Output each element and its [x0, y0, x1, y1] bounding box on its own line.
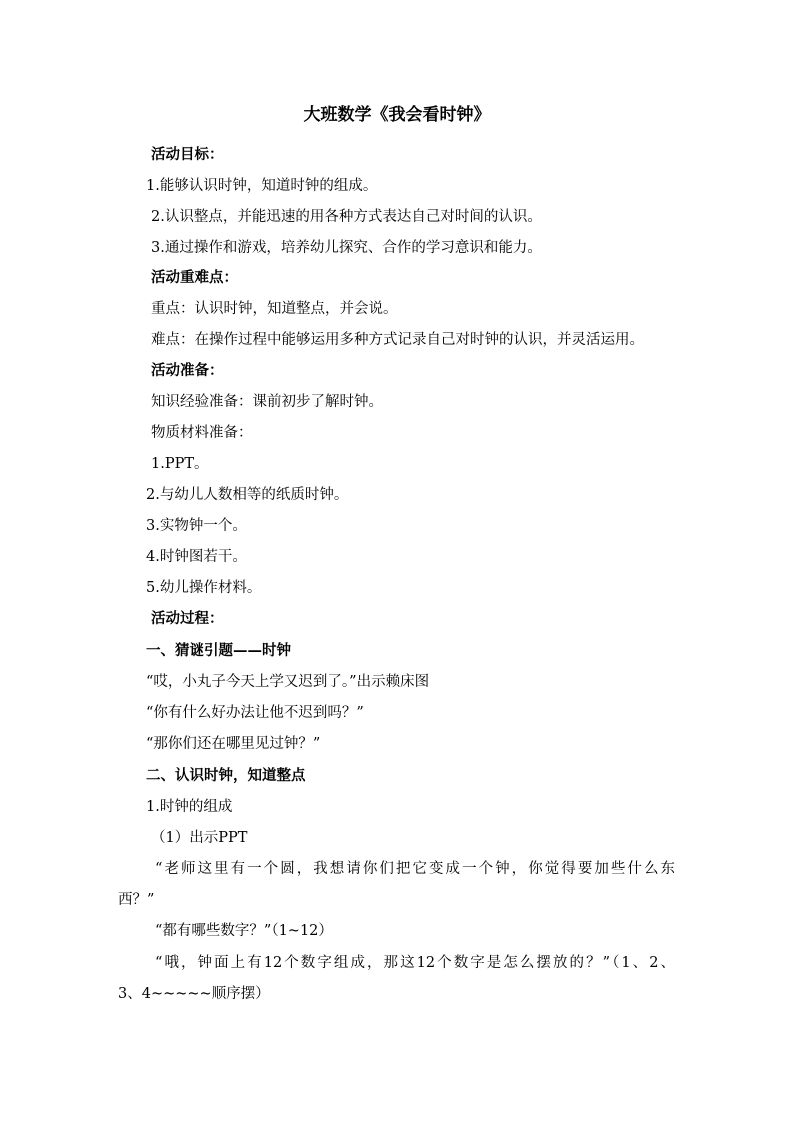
process-dialogue-3-line-1: “哦，钟面上有12个数字组成，那这12个数字是怎么摆放的？”（1、2、 — [155, 955, 675, 971]
section-heading-goals: 活动目标： — [151, 146, 224, 163]
preparation-materials-heading: 物质材料准备： — [151, 425, 253, 441]
process-step-1-line-2: “你有什么好办法让他不迟到吗？” — [146, 705, 364, 721]
section-heading-preparation: 活动准备： — [151, 362, 224, 379]
goal-item-1: 1.能够认识时钟，知道时钟的组成。 — [146, 178, 378, 194]
material-item-3: 3.实物钟一个。 — [146, 518, 247, 534]
process-dialogue-2: “都有哪些数字？”（1~12） — [155, 923, 333, 939]
goal-item-3: 3.通过操作和游戏，培养幼儿探究、合作的学习意识和能力。 — [151, 240, 542, 256]
material-item-4: 4.时钟图若干。 — [146, 549, 247, 565]
process-dialogue-1-line-2: 西？” — [118, 892, 155, 908]
section-heading-focus: 活动重难点： — [151, 269, 238, 286]
process-step-1-line-1: “哎，小丸子今天上学又迟到了。”出示赖床图 — [146, 674, 430, 690]
focus-key-point: 重点：认识时钟，知道整点，并会说。 — [151, 301, 398, 317]
process-step-2-sub-1: 1.时钟的组成 — [146, 799, 233, 815]
material-item-5: 5.幼儿操作材料。 — [146, 580, 262, 596]
process-step-2-heading: 二、认识时钟，知道整点 — [146, 767, 306, 784]
process-dialogue-3-line-2: 3、4~~~~~顺序摆） — [118, 986, 270, 1002]
focus-difficulty: 难点：在操作过程中能够运用多种方式记录自己对时钟的认识，并灵活运用。 — [151, 332, 644, 348]
process-step-1-heading: 一、猜谜引题——时钟 — [146, 642, 291, 659]
process-dialogue-1-line-1: “老师这里有一个圆，我想请你们把它变成一个钟，你觉得要加些什么东 — [155, 861, 675, 877]
document-title: 大班数学《我会看时钟》 — [303, 105, 491, 125]
process-step-1-line-3: “那你们还在哪里见过钟？” — [146, 736, 321, 752]
material-item-2: 2.与幼儿人数相等的纸质时钟。 — [146, 487, 349, 503]
process-step-2-sub-1-item: （1）出示PPT — [151, 830, 248, 846]
section-heading-process: 活动过程： — [151, 610, 224, 627]
preparation-knowledge: 知识经验准备：课前初步了解时钟。 — [151, 394, 383, 410]
material-item-1: 1.PPT。 — [151, 456, 209, 472]
goal-item-2: 2.认识整点，并能迅速的用各种方式表达自己对时间的认识。 — [151, 209, 542, 225]
